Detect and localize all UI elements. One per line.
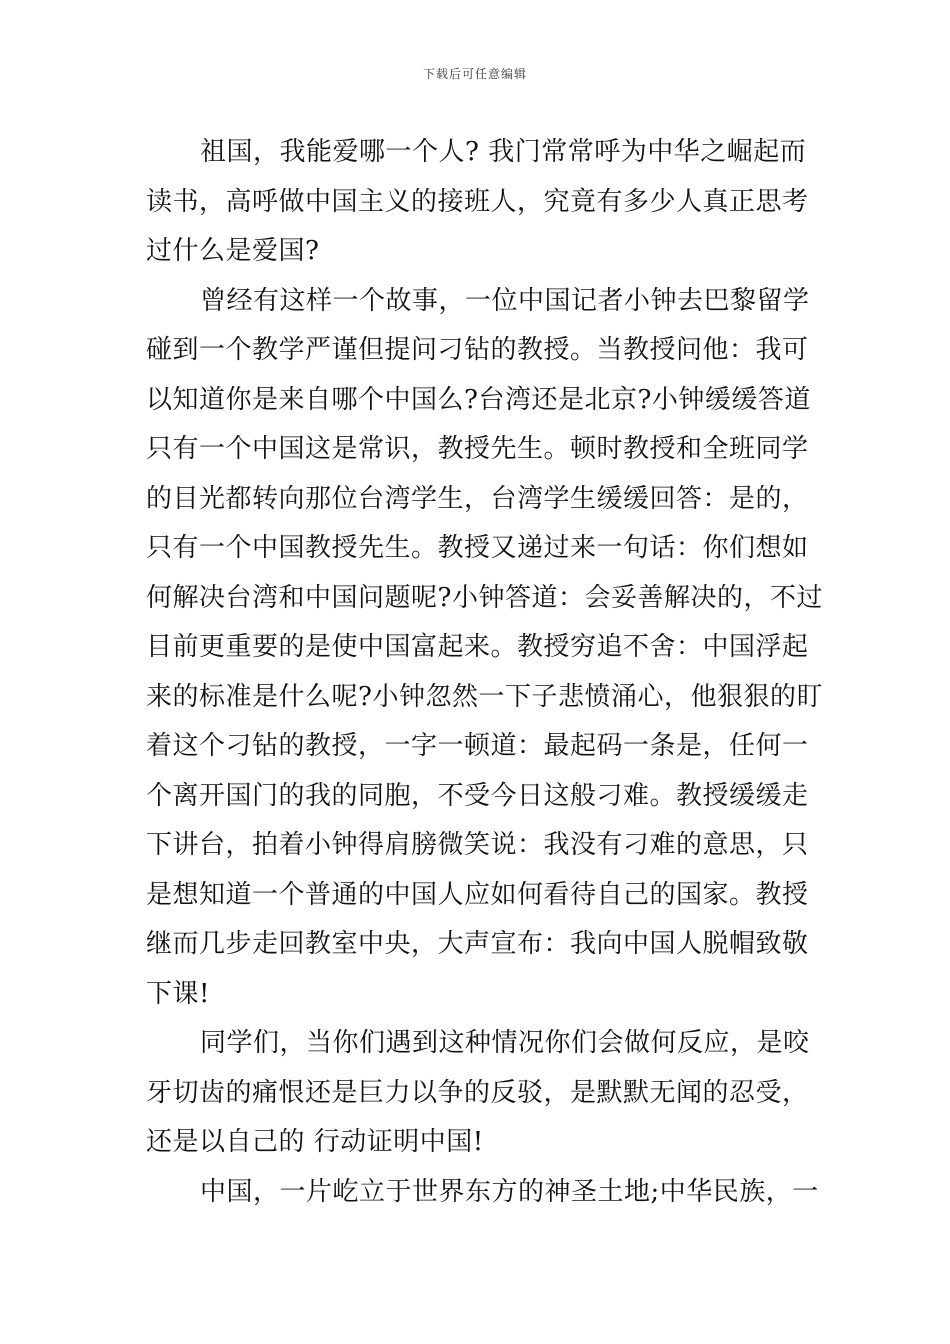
text-line: 碰到一个教学严谨但提问刁钻的教授。当教授问他：我可 [146, 335, 809, 365]
text-line: 来的标准是什么呢?小钟忽然一下子悲愤涌心，他狠狠的盯 [146, 681, 823, 712]
text-line: 同学们，当你们遇到这种情况你们会做何反应，是咬 [200, 1028, 810, 1058]
text-line: 过什么是爱国? [146, 236, 320, 266]
text-line: 是想知道一个普通的中国人应如何看待自己的国家。教授 [146, 879, 809, 910]
text-line: 下讲台，拍着小钟得肩膀微笑说：我没有刁难的意思，只 [146, 830, 809, 860]
text-line: 着这个刁钻的教授，一字一顿道：最起码一条是，任何一 [146, 731, 809, 761]
text-line: 继而几步走回教室中央，大声宣布：我向中国人脱帽致敬 [146, 929, 809, 959]
text-line: 的目光都转向那位台湾学生，台湾学生缓缓回答：是的， [146, 483, 809, 514]
text-line: 目前更重要的是使中国富起来。教授穷追不舍：中国浮起 [146, 632, 809, 662]
text-line: 只有一个中国这是常识，教授先生。顿时教授和全班同学 [146, 434, 809, 464]
text-line: 下课! [146, 978, 210, 1009]
page-header: 下载后可任意编辑 [422, 67, 527, 81]
text-line: 中国，一片屹立于世界东方的神圣土地;中华民族，一 [200, 1176, 819, 1207]
text-line: 牙切齿的痛恨还是巨力以争的反驳，是默默无闻的忍受， [146, 1077, 809, 1108]
text-line: 何解决台湾和中国问题呢?小钟答道：会妥善解决的，不过 [146, 582, 823, 613]
text-line: 曾经有这样一个故事，一位中国记者小钟去巴黎留学 [200, 285, 810, 316]
document-body [146, 128, 823, 1217]
text-line: 只有一个中国教授先生。教授又递过来一句话：你们想如 [146, 533, 809, 563]
text-line: 祖国，我能爱哪一个人? 我门常常呼为中华之崛起而 [200, 137, 807, 167]
text-line: 读书，高呼做中国主义的接班人，究竟有多少人真正思考 [146, 186, 809, 217]
text-line: 还是以自己的 行动证明中国! [146, 1127, 484, 1157]
text-line: 个离开国门的我的同胞，不受今日这般刁难。教授缓缓走 [146, 780, 809, 811]
text-line: 以知道你是来自哪个中国么?台湾还是北京?小钟缓缓答道 [146, 384, 811, 415]
